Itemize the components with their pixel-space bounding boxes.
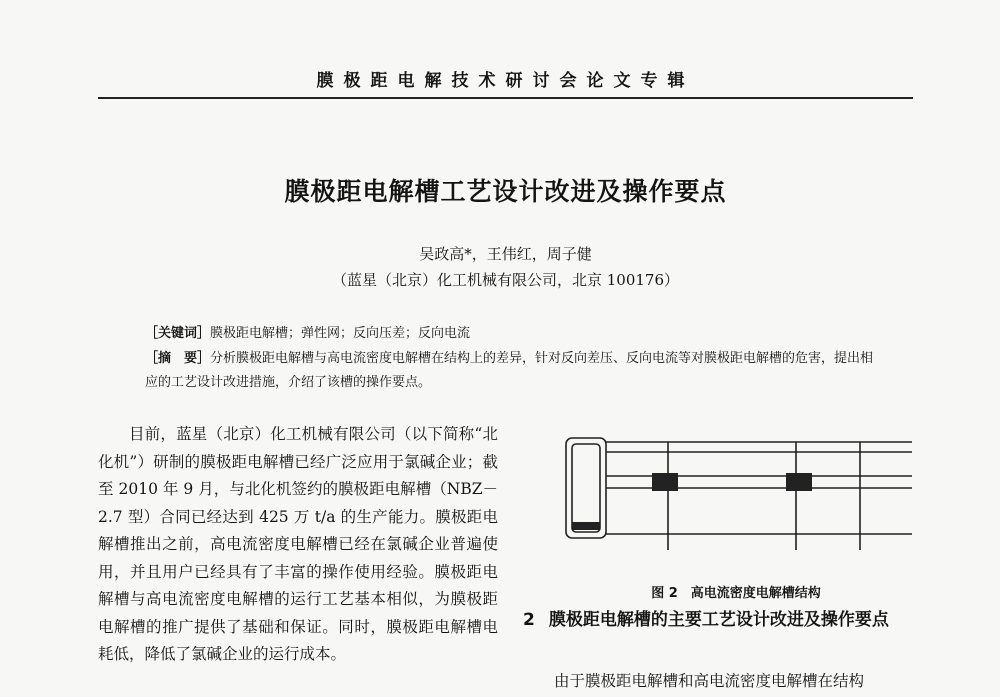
- section-number: 2: [523, 610, 535, 630]
- electrolyzer-structure-figure: [560, 430, 912, 550]
- keywords: [145, 322, 885, 346]
- figure-gasket-2: [786, 473, 812, 491]
- figure-frame-base: [572, 522, 600, 530]
- abstract: [145, 347, 885, 395]
- section-heading: [523, 605, 918, 636]
- figure-caption: 图 2 高电流密度电解槽结构: [651, 586, 821, 601]
- abstract-text: 分析膜极距电解槽与高电流密度电解槽在结构上的差异，针对反向差压、反向电流等对膜极距电解槽的危害，提出相应的工艺设计改进措施，介绍了该槽的操作要点。: [145, 351, 874, 390]
- header-rule: [98, 97, 913, 99]
- section-first-line: 由于膜极距电解槽和高电流密度电解槽在结构: [554, 672, 865, 690]
- keywords-label: ［关键词］: [145, 326, 211, 341]
- affiliation: （蓝星（北京）化工机械有限公司，北京 100176）: [331, 271, 680, 289]
- section-title: 膜极距电解槽的主要工艺设计改进及操作要点: [548, 610, 889, 630]
- running-head: 膜极距电解技术研讨会论文专辑: [316, 71, 695, 91]
- paper-title: 膜极距电解槽工艺设计改进及操作要点: [284, 177, 727, 206]
- authors: 吴政高*，王伟红，周子健: [419, 245, 592, 263]
- body-paragraph: 目前，蓝星（北京）化工机械有限公司（以下简称“北化机”）研制的膜极距电解槽已经广泛应用于氯碱企业；截至 2010 年 9 月，与北化机签约的膜极距电解槽（NBZ－2.7 型）合同已经达到 425 万 t/a 的生产能力。膜极距电解槽推出之前，高电流密度电解槽已经在氯碱企业普遍使用，并且用户已经具有了丰富的操作使用经验。膜极距电解槽与高电流密度电解槽的运行工艺基本相似，为膜极距电解槽的推广提供了基础和保证。同时，膜极距电解槽电耗低，降低了氯碱企业的运行成本。: [98, 425, 498, 663]
- keywords-text: 膜极距电解槽；弹性网；反向压差；反向电流: [210, 326, 471, 341]
- abstract-label: ［摘 要］: [145, 351, 211, 366]
- figure-end-frame-inner: [572, 444, 600, 532]
- figure-gasket-1: [652, 473, 678, 491]
